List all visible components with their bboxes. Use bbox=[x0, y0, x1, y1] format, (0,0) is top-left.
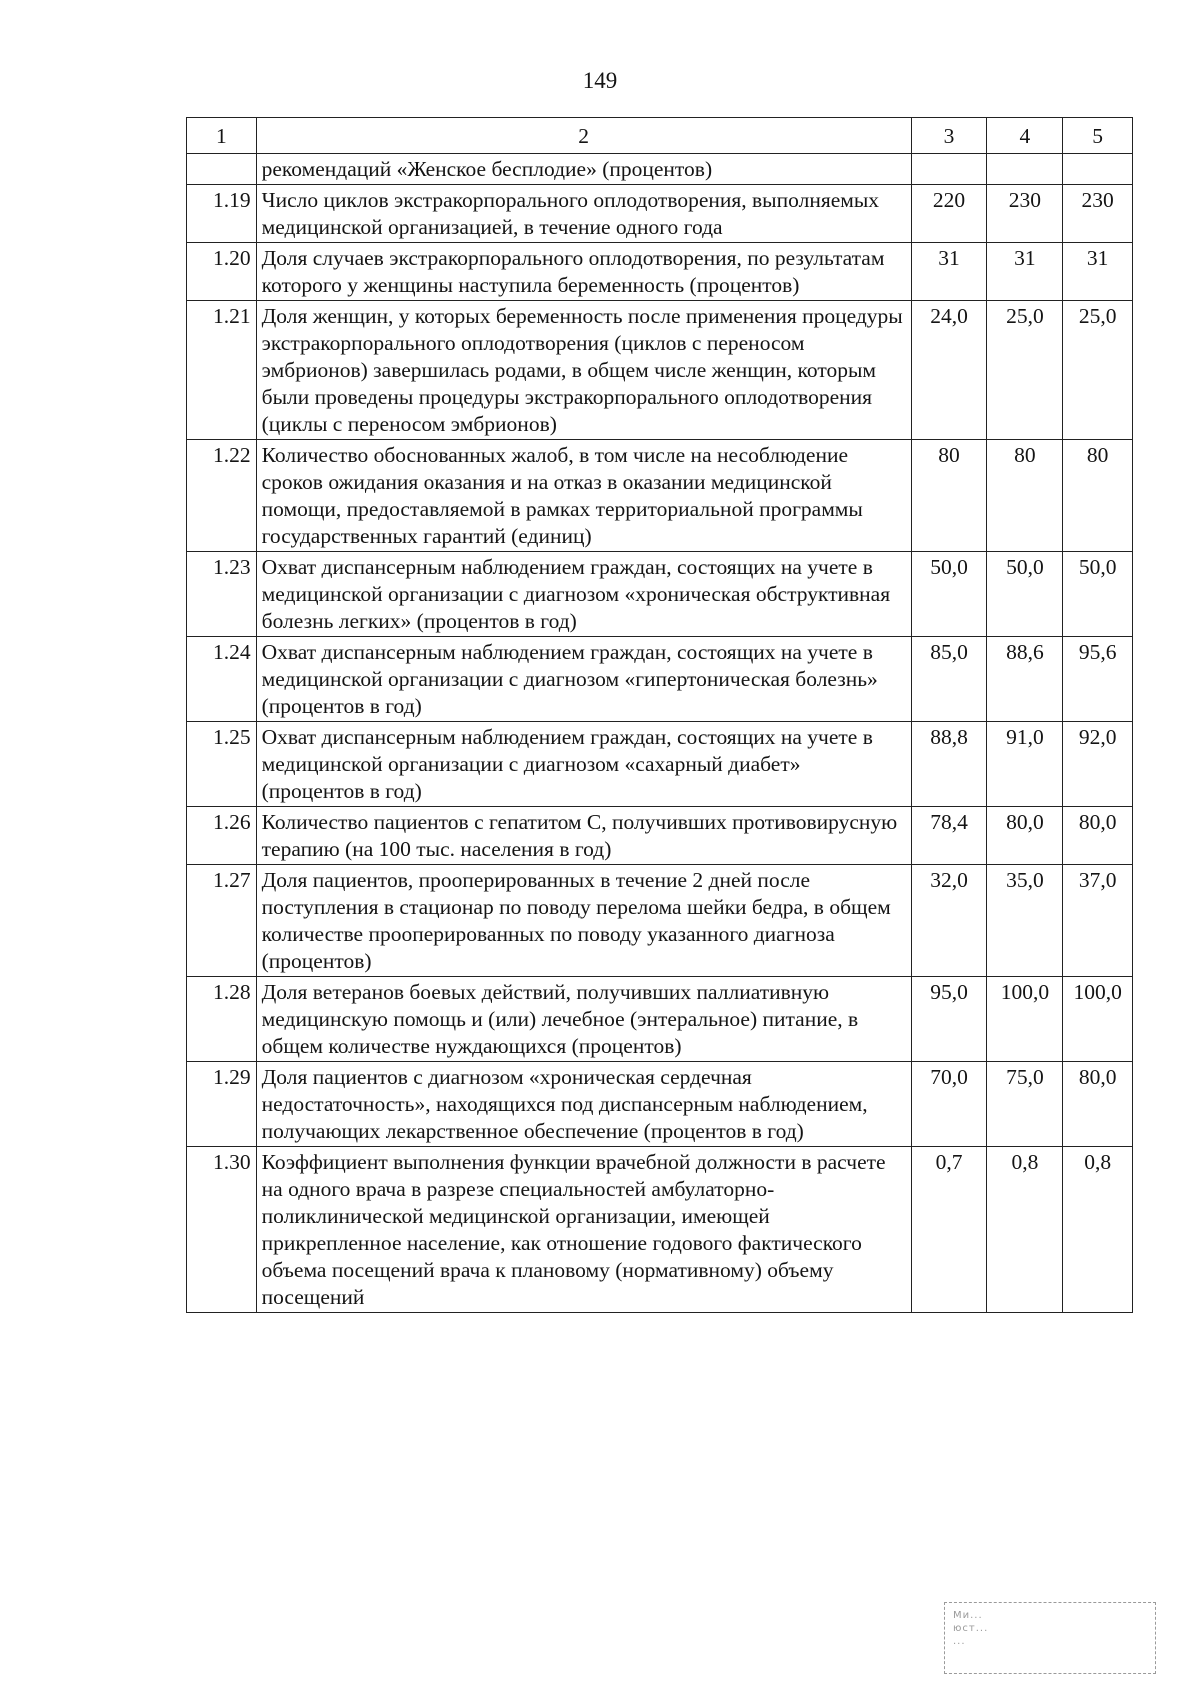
row-value-3: 31 bbox=[911, 243, 987, 301]
row-number: 1.28 bbox=[187, 977, 257, 1062]
row-value-4: 230 bbox=[987, 185, 1063, 243]
row-value-5: 25,0 bbox=[1063, 301, 1133, 440]
table-row-continuation bbox=[187, 154, 1133, 185]
row-description: Количество обоснованных жалоб, в том числе на несоблюдение сроков ожидания оказания и на отказ в оказании медицинской помощи, предоставляемой в рамках территориальной программы государственных гарантий (единиц) bbox=[256, 440, 911, 552]
row-number: 1.21 bbox=[187, 301, 257, 440]
row-description: Число циклов экстракорпорального оплодотворения, выполняемых медицинской организацией, в течение одного года bbox=[256, 185, 911, 243]
table-row bbox=[187, 1147, 1133, 1313]
stamp-line: юст... bbox=[953, 1623, 989, 1634]
row-value-5 bbox=[1063, 154, 1133, 185]
row-value-4: 80,0 bbox=[987, 807, 1063, 865]
row-value-5: 0,8 bbox=[1063, 1147, 1133, 1313]
column-header-5: 5 bbox=[1063, 118, 1133, 154]
row-description: Коэффициент выполнения функции врачебной должности в расчете на одного врача в разрезе специальностей амбулаторно-поликлинической медицинской организации, имеющей прикрепленное население, как отношение годового фактического объема посещений врача к плановому (нормативному) объему посещений bbox=[256, 1147, 911, 1313]
row-description: Доля ветеранов боевых действий, получивших паллиативную медицинскую помощь и (или) лечебное (энтеральное) питание, в общем количестве нуждающихся (процентов) bbox=[256, 977, 911, 1062]
row-value-5: 80,0 bbox=[1063, 1062, 1133, 1147]
table-header-row bbox=[187, 118, 1133, 154]
row-value-4: 88,6 bbox=[987, 637, 1063, 722]
table-row bbox=[187, 185, 1133, 243]
row-description: Охват диспансерным наблюдением граждан, состоящих на учете в медицинской организации с диагнозом «гипертоническая болезнь» (процентов в год) bbox=[256, 637, 911, 722]
row-value-4: 75,0 bbox=[987, 1062, 1063, 1147]
row-value-3: 70,0 bbox=[911, 1062, 987, 1147]
row-value-3: 95,0 bbox=[911, 977, 987, 1062]
row-number: 1.30 bbox=[187, 1147, 257, 1313]
row-value-3: 88,8 bbox=[911, 722, 987, 807]
row-number: 1.26 bbox=[187, 807, 257, 865]
row-value-3: 0,7 bbox=[911, 1147, 987, 1313]
row-value-5: 100,0 bbox=[1063, 977, 1133, 1062]
table-row bbox=[187, 440, 1133, 552]
row-number: 1.19 bbox=[187, 185, 257, 243]
row-description: рекомендаций «Женское бесплодие» (процентов) bbox=[256, 154, 911, 185]
row-number: 1.20 bbox=[187, 243, 257, 301]
row-number: 1.22 bbox=[187, 440, 257, 552]
indicators-table bbox=[186, 117, 1133, 1313]
table-row bbox=[187, 865, 1133, 977]
table-row bbox=[187, 1062, 1133, 1147]
row-number: 1.29 bbox=[187, 1062, 257, 1147]
row-description: Доля пациентов, прооперированных в течение 2 дней после поступления в стационар по поводу перелома шейки бедра, в общем количестве прооперированных по поводу указанного диагноза (процентов) bbox=[256, 865, 911, 977]
row-value-4: 35,0 bbox=[987, 865, 1063, 977]
table-row bbox=[187, 637, 1133, 722]
row-value-5: 80 bbox=[1063, 440, 1133, 552]
row-value-3: 50,0 bbox=[911, 552, 987, 637]
row-value-5: 92,0 bbox=[1063, 722, 1133, 807]
row-description: Доля женщин, у которых беременность после применения процедуры экстракорпорального оплодотворения (циклов с переносом эмбрионов) завершилась родами, в общем числе женщин, которым были проведены процедуры экстракорпорального оплодотворения (циклы с переносом эмбрионов) bbox=[256, 301, 911, 440]
registration-stamp bbox=[944, 1602, 1156, 1674]
row-description: Доля случаев экстракорпорального оплодотворения, по результатам которого у женщины наступила беременность (процентов) bbox=[256, 243, 911, 301]
stamp-line: Ми... bbox=[953, 1610, 983, 1621]
row-value-5: 95,6 bbox=[1063, 637, 1133, 722]
row-value-4: 31 bbox=[987, 243, 1063, 301]
table-row bbox=[187, 552, 1133, 637]
table-row bbox=[187, 977, 1133, 1062]
row-number: 1.27 bbox=[187, 865, 257, 977]
row-value-5: 50,0 bbox=[1063, 552, 1133, 637]
table-row bbox=[187, 301, 1133, 440]
row-description: Охват диспансерным наблюдением граждан, состоящих на учете в медицинской организации с диагнозом «хроническая обструктивная болезнь легких» (процентов в год) bbox=[256, 552, 911, 637]
row-value-4: 25,0 bbox=[987, 301, 1063, 440]
row-value-5: 230 bbox=[1063, 185, 1133, 243]
row-value-3: 220 bbox=[911, 185, 987, 243]
page-number: 149 bbox=[582, 68, 618, 93]
row-value-4: 0,8 bbox=[987, 1147, 1063, 1313]
row-value-3: 78,4 bbox=[911, 807, 987, 865]
row-number: 1.24 bbox=[187, 637, 257, 722]
row-value-3: 32,0 bbox=[911, 865, 987, 977]
row-value-3: 80 bbox=[911, 440, 987, 552]
row-value-4: 50,0 bbox=[987, 552, 1063, 637]
row-value-4: 91,0 bbox=[987, 722, 1063, 807]
column-header-4: 4 bbox=[987, 118, 1063, 154]
row-number bbox=[187, 154, 257, 185]
column-header-1: 1 bbox=[187, 118, 257, 154]
row-number: 1.23 bbox=[187, 552, 257, 637]
row-value-4: 100,0 bbox=[987, 977, 1063, 1062]
row-description: Количество пациентов с гепатитом С, получивших противовирусную терапию (на 100 тыс. населения в год) bbox=[256, 807, 911, 865]
table-row bbox=[187, 243, 1133, 301]
row-value-5: 80,0 bbox=[1063, 807, 1133, 865]
row-value-3: 85,0 bbox=[911, 637, 987, 722]
row-value-3: 24,0 bbox=[911, 301, 987, 440]
row-value-4 bbox=[987, 154, 1063, 185]
row-description: Охват диспансерным наблюдением граждан, состоящих на учете в медицинской организации с диагнозом «сахарный диабет» (процентов в год) bbox=[256, 722, 911, 807]
row-value-4: 80 bbox=[987, 440, 1063, 552]
row-value-5: 31 bbox=[1063, 243, 1133, 301]
stamp-line: ... bbox=[953, 1636, 966, 1647]
table-row bbox=[187, 722, 1133, 807]
row-number: 1.25 bbox=[187, 722, 257, 807]
row-description: Доля пациентов с диагнозом «хроническая сердечная недостаточность», находящихся под диспансерным наблюдением, получающих лекарственное обеспечение (процентов в год) bbox=[256, 1062, 911, 1147]
row-value-3 bbox=[911, 154, 987, 185]
column-header-3: 3 bbox=[911, 118, 987, 154]
column-header-2: 2 bbox=[256, 118, 911, 154]
row-value-5: 37,0 bbox=[1063, 865, 1133, 977]
table-row bbox=[187, 807, 1133, 865]
